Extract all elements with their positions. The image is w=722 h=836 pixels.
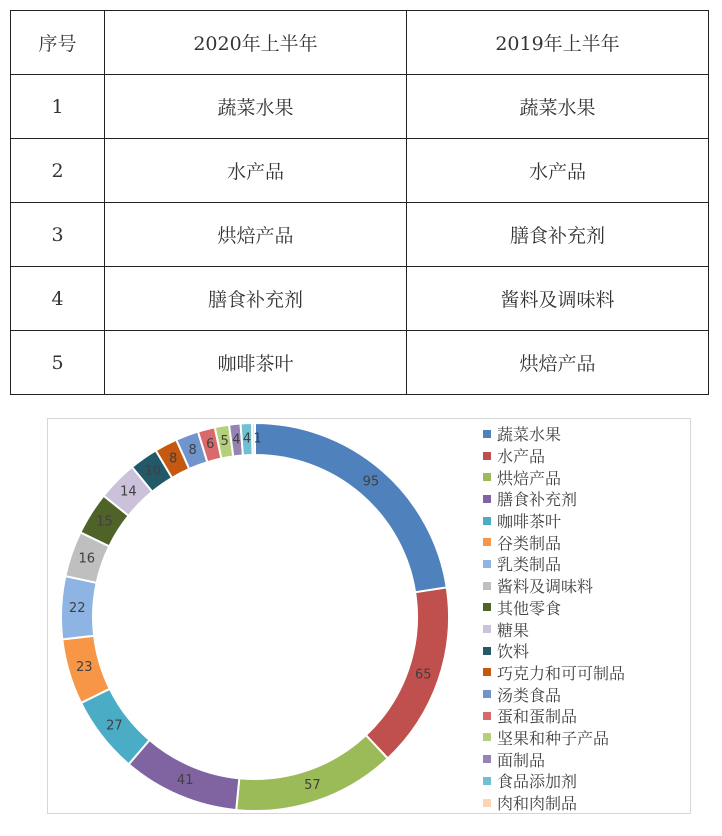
data-label: 4 [232, 432, 241, 448]
legend-label: 糖果 [497, 620, 530, 640]
legend-label: 烘焙产品 [497, 468, 562, 488]
data-label: 8 [169, 451, 178, 467]
legend-label: 坚果和种子产品 [497, 728, 610, 748]
data-label: 16 [78, 551, 95, 567]
data-label: 41 [176, 773, 194, 789]
rank-cell: 4 [11, 267, 105, 331]
data-label: 27 [106, 718, 123, 734]
slice-水产品 [366, 587, 449, 758]
legend-item [483, 488, 688, 510]
legend-item [483, 748, 688, 770]
header-rank: 序号 [11, 11, 105, 75]
rank-cell: 2 [11, 139, 105, 203]
data-label: 1 [253, 431, 262, 447]
legend-swatch [483, 603, 491, 611]
slice-烘焙产品 [236, 735, 388, 811]
legend-swatch [483, 495, 491, 503]
legend-label: 蔬菜水果 [497, 425, 562, 445]
table-row [11, 75, 709, 139]
cell-2019: 水产品 [407, 139, 709, 203]
legend-label: 谷类制品 [497, 533, 562, 553]
cell-2020: 膳食补充剂 [105, 267, 407, 331]
legend-item [483, 466, 688, 488]
data-label: 95 [362, 474, 380, 490]
cell-2020: 咖啡茶叶 [105, 331, 407, 395]
legend-swatch [483, 712, 491, 720]
data-label: 14 [120, 484, 137, 500]
rank-cell: 1 [11, 75, 105, 139]
legend-item [483, 662, 688, 684]
legend-swatch [483, 777, 491, 785]
legend-label: 其他零食 [497, 598, 562, 618]
legend-item [483, 553, 688, 575]
legend-label: 饮料 [497, 642, 530, 662]
table-row [11, 267, 709, 331]
legend-swatch [483, 690, 491, 698]
legend-label: 水产品 [497, 447, 546, 467]
legend-item [483, 705, 688, 727]
cell-2019: 烘焙产品 [407, 331, 709, 395]
rank-cell: 3 [11, 203, 105, 267]
legend-label: 蛋和蛋制品 [497, 707, 578, 727]
slice-蔬菜水果 [255, 423, 447, 592]
legend-swatch [483, 517, 491, 525]
legend-item [483, 510, 688, 532]
table-row [11, 203, 709, 267]
legend-swatch [483, 473, 491, 481]
cell-2019: 酱料及调味料 [407, 267, 709, 331]
doughnut-chart [47, 418, 691, 814]
legend-swatch [483, 625, 491, 633]
table-row [11, 139, 709, 203]
legend-swatch [483, 668, 491, 676]
legend-item [483, 770, 688, 792]
legend-label: 膳食补充剂 [497, 490, 578, 510]
legend-item [483, 445, 688, 467]
legend-swatch [483, 582, 491, 590]
data-label: 8 [188, 442, 197, 458]
rank-cell: 5 [11, 331, 105, 395]
data-label: 15 [96, 514, 113, 530]
data-label: 23 [76, 659, 93, 675]
data-label: 57 [304, 777, 321, 793]
legend-label: 面制品 [497, 750, 546, 770]
legend-item [483, 640, 688, 662]
header-2020: 2020年上半年 [105, 11, 407, 75]
data-label: 6 [206, 437, 215, 453]
legend-label: 乳类制品 [497, 555, 562, 575]
cell-2019: 蔬菜水果 [407, 75, 709, 139]
legend-swatch [483, 799, 491, 807]
cell-2020: 蔬菜水果 [105, 75, 407, 139]
legend-item [483, 597, 688, 619]
legend-swatch [483, 733, 491, 741]
legend-item [483, 683, 688, 705]
chart-legend [483, 423, 688, 813]
cell-2019: 膳食补充剂 [407, 203, 709, 267]
legend-item [483, 423, 688, 445]
legend-label: 酱料及调味料 [497, 577, 594, 597]
data-label: 4 [242, 431, 252, 447]
legend-swatch [483, 647, 491, 655]
legend-label: 肉和肉制品 [497, 794, 578, 814]
data-label: 10 [144, 463, 162, 479]
table-header-row [11, 11, 709, 75]
legend-label: 汤类食品 [497, 685, 562, 705]
legend-swatch [483, 430, 491, 438]
legend-swatch [483, 538, 491, 546]
data-label: 65 [415, 667, 432, 683]
table-row [11, 331, 709, 395]
ranking-table [10, 10, 709, 395]
data-label: 22 [68, 600, 86, 616]
legend-swatch [483, 452, 491, 460]
legend-label: 食品添加剂 [497, 772, 578, 792]
legend-label: 巧克力和可可制品 [497, 663, 626, 683]
header-2019: 2019年上半年 [407, 11, 709, 75]
cell-2020: 烘焙产品 [105, 203, 407, 267]
data-label: 5 [220, 434, 229, 450]
legend-swatch [483, 755, 491, 763]
cell-2020: 水产品 [105, 139, 407, 203]
legend-swatch [483, 560, 491, 568]
legend-label: 咖啡茶叶 [497, 512, 562, 532]
legend-item [483, 727, 688, 749]
legend-item [483, 575, 688, 597]
legend-item [483, 531, 688, 553]
legend-item [483, 792, 688, 814]
legend-item [483, 618, 688, 640]
